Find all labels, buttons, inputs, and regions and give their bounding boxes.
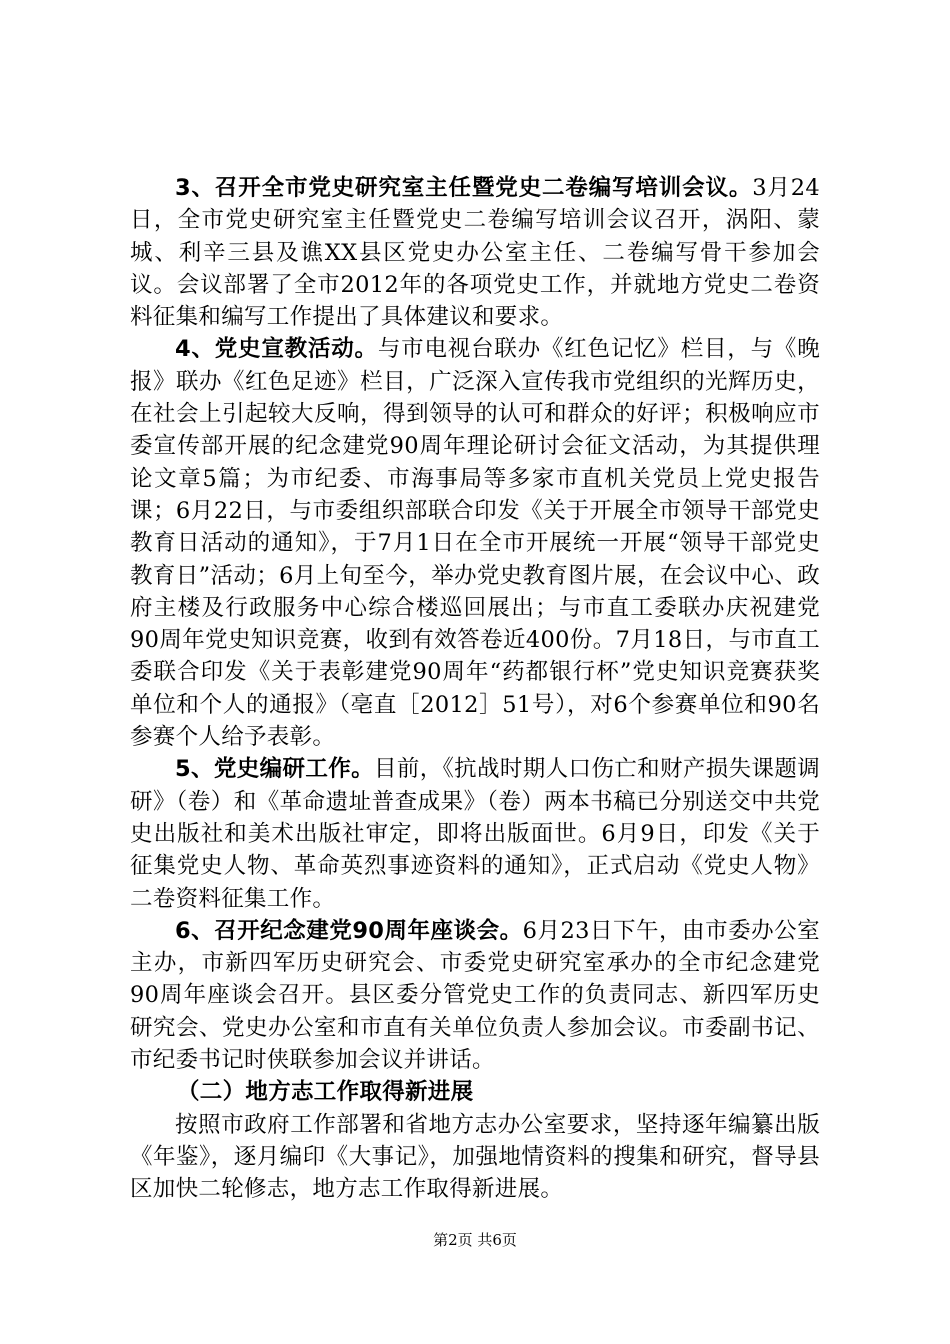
- paragraph-lead: 5、党史编研工作。: [175, 756, 374, 783]
- paragraph-body: 3月24日，全市党史研究室主任暨党史二卷编写培训会议召开，涡阳、蒙城、利辛三县及谯XX县区党史办公室主任、二卷编写骨干参加会议。会议部署了全市2012年的各项党史工作，并就地方党史二卷资料征集和编写工作提出了具体建议和要求。: [130, 175, 820, 331]
- paragraph-lead: 6、召开纪念建党90周年座谈会。: [175, 917, 523, 944]
- section-paragraph: 按照市政府工作部署和省地方志办公室要求，坚持逐年编纂出版《年鉴》，逐月编印《大事记》，加强地情资料的搜集和研究，督导县区加快二轮修志，地方志工作取得新进展。: [130, 1111, 820, 1203]
- paragraph-lead: 4、党史宣教活动。: [175, 336, 378, 363]
- paragraph-research-work: [130, 753, 820, 914]
- page-footer: 第2页 共6页: [433, 1231, 517, 1249]
- section-heading: （二）地方志工作取得新进展: [177, 1079, 474, 1106]
- paragraph-meeting-training: [130, 172, 820, 333]
- document-body: [130, 172, 820, 1206]
- paragraph-body: 与市电视台联办《红色记忆》栏目，与《晚报》联办《红色足迹》栏目，广泛深入宣传我市党组织的光辉历史，在社会上引起较大反响，得到领导的认可和群众的好评；积极响应市委宣传部开展的纪念建党90周年理论研讨会征文活动，为其提供理论文章5篇；为市纪委、市海事局等多家市直机关党员上党史报告课；6月22日，与市委组织部联合印发《关于开展全市领导干部党史教育日活动的通知》，于7月1日在全市开展统一开展“领导干部党史教育日”活动；6月上旬至今，举办党史教育图片展，在会议中心、政府主楼及行政服务中心综合楼巡回展出；与市直工委联办庆祝建党90周年党史知识竞赛，收到有效答卷近400份。7月18日，与市直工委联合印发《关于表彰建党90周年“药都银行杯”党史知识竞赛获奖单位和个人的通报》（亳直［2012］51号），对6个参赛单位和90名参赛个人给予表彰。: [130, 336, 821, 751]
- paragraph-propaganda-activities: [130, 333, 820, 753]
- paragraph-lead: 3、召开全市党史研究室主任暨党史二卷编写培训会议。: [175, 175, 753, 201]
- paragraph-symposium: [130, 915, 820, 1076]
- paragraph-body: 目前，《抗战时期人口伤亡和财产损失课题调研》（卷）和《革命遗址普查成果》（卷）两本书稿已分别送交中共党史出版社和美术出版社审定，即将出版面世。6月9日，印发《关于征集党史人物、革命英烈事迹资料的通知》，正式启动《党史人物》二卷资料征集工作。: [130, 756, 820, 912]
- paragraph-body: 6月23日下午，由市委办公室主办，市新四军历史研究会、市委党史研究室承办的全市纪念建党90周年座谈会召开。县区委分管党史工作的负责同志、新四军历史研究会、党史办公室和市直有关单位负责人参加会议。市委副书记、市纪委书记时侠联参加会议并讲话。: [130, 917, 820, 1074]
